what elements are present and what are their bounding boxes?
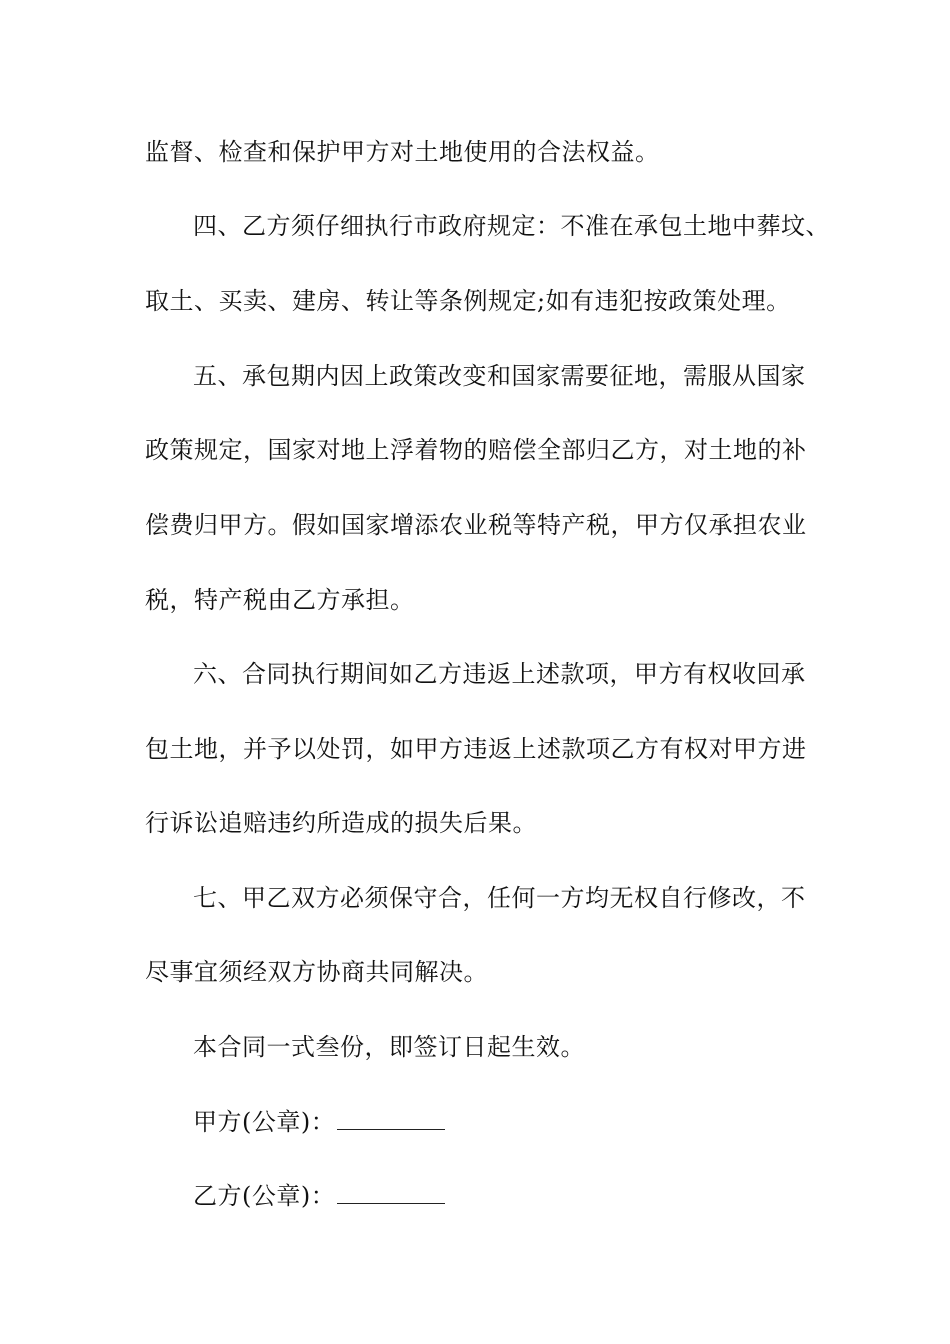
party-b-signature [193, 1181, 445, 1211]
text-line: 尽事宜须经双方协商共同解决。 [145, 958, 488, 986]
text-line: 税，特产税由乙方承担。 [145, 586, 415, 614]
text-line: 包土地，并予以处罚，如甲方违返上述款项乙方有权对甲方进 [145, 735, 807, 763]
clause-6-line: 六、合同执行期间如乙方违返上述款项，甲方有权收回承 [193, 660, 806, 688]
text-line: 行诉讼追赔违约所造成的损失后果。 [145, 809, 537, 837]
party-b-label: 乙方(公章)： [193, 1182, 336, 1210]
clause-5-line: 五、承包期内因上政策改变和国家需要征地，需服从国家 [193, 362, 806, 390]
text-line: 偿费归甲方。假如国家增添农业税等特产税，甲方仅承担农业 [145, 511, 807, 539]
text-line: 监督、检查和保护甲方对土地使用的合法权益。 [145, 138, 660, 166]
text-line: 政策规定，国家对地上浮着物的赔偿全部归乙方，对土地的补 [145, 436, 807, 464]
party-a-blank [337, 1109, 445, 1130]
effective-clause: 本合同一式叁份，即签订日起生效。 [193, 1033, 585, 1061]
party-b-blank [337, 1183, 445, 1204]
party-a-label: 甲方(公章)： [193, 1108, 336, 1136]
text-line: 取土、买卖、建房、转让等条例规定;如有违犯按政策处理。 [145, 287, 791, 315]
clause-4-line: 四、乙方须仔细执行市政府规定：不准在承包土地中葬坟、 [193, 212, 830, 240]
party-a-signature [193, 1107, 445, 1137]
clause-7-line: 七、甲乙双方必须保守合，任何一方均无权自行修改，不 [193, 884, 806, 912]
